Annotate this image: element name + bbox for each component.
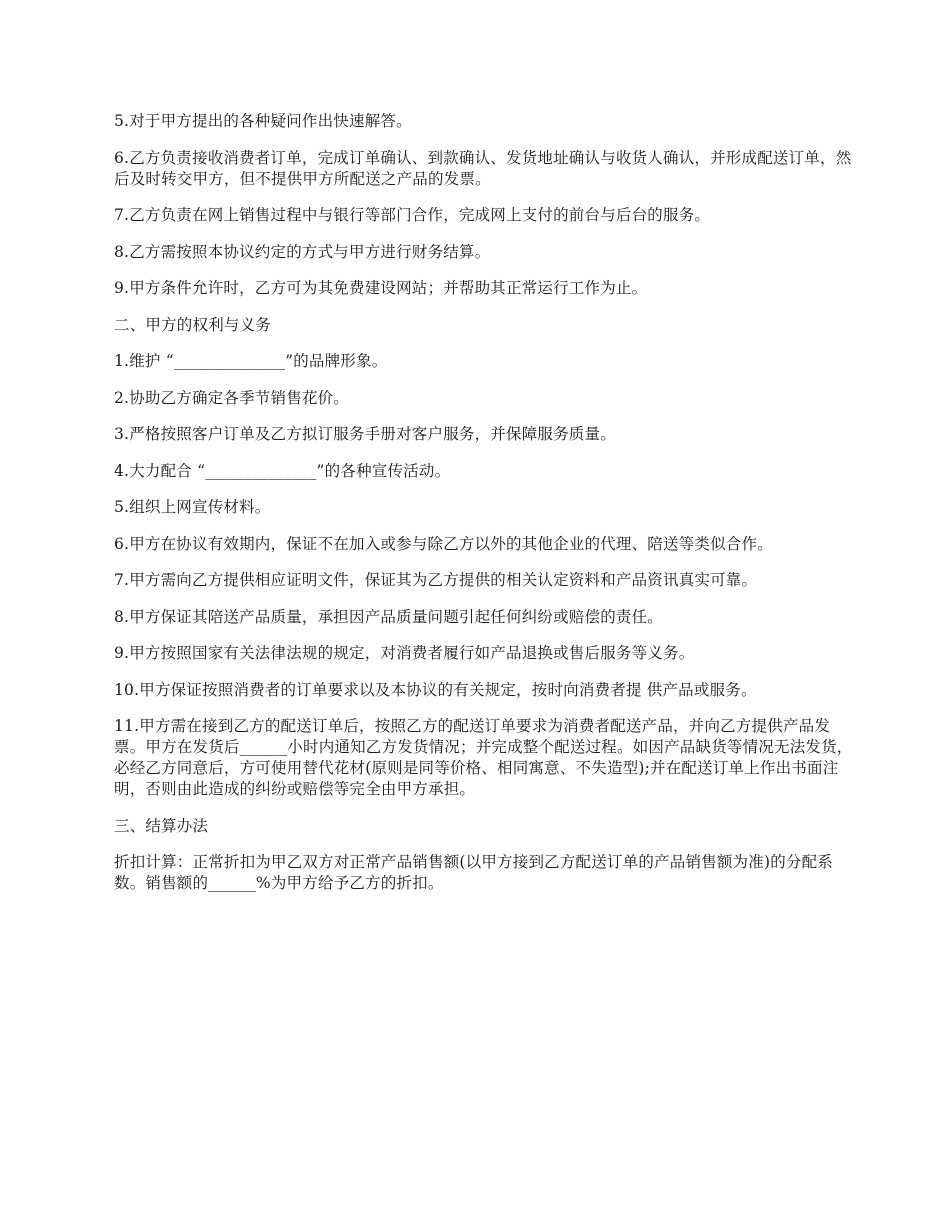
paragraph-item-8: 8.乙方需按照本协议约定的方式与甲方进行财务结算。	[114, 242, 491, 261]
section-heading-settlement: 三、结算办法	[114, 816, 209, 835]
paragraph-item-6: 6.乙方负责接收消费者订单，完成订单确认、到款确认、发货地址确认与收货人确认，并形成配送订单，然后及时转交甲方，但不提供甲方所配送之产品的发票。	[114, 148, 852, 188]
paragraph-item-a4: 4.大力配合 “______________”的各种宣传活动。	[114, 461, 451, 480]
paragraph-item-7: 7.乙方负责在网上销售过程中与银行等部门合作，完成网上支付的前台与后台的服务。	[114, 206, 711, 224]
paragraph-item-a8: 8.甲方保证其陪送产品质量，承担因产品质量问题引起任何纠纷或赔偿的责任。	[114, 607, 663, 626]
paragraph-item-a6: 6.甲方在协议有效期内，保证不在加入或参与除乙方以外的其他企业的代理、陪送等类似合作。	[114, 534, 773, 553]
paragraph-item-5: 5.对于甲方提出的各种疑问作出快速解答。	[114, 112, 412, 130]
document-page	[114, 111, 859, 910]
paragraph-item-a11: 11.甲方需在接到乙方的配送订单后，按照乙方的配送订单要求为消费者配送产品，并向乙方提供产品发票。甲方在发货后______小时内通知乙方发货情况；并完成整个配送过程。如因产品缺货等情况无法发货，必经乙方同意后，方可使用替代花材(原则是同等价格、相同寓意、不失造型);并在配送订单上作出书面注明，否则由此造成的纠纷或赔偿等完全由甲方承担。	[114, 717, 853, 798]
paragraph-item-9: 9.甲方条件允许时，乙方可为其免费建设网站；并帮助其正常运行工作为止。	[114, 279, 648, 297]
paragraph-discount-calculation: 折扣计算：正常折扣为甲乙双方对正常产品销售额(以甲方接到乙方配送订单的产品销售额为准)的分配系数。销售额的______%为甲方给予乙方的折扣。	[114, 853, 833, 892]
paragraph-item-a7: 7.甲方需向乙方提供相应证明文件，保证其为乙方提供的相关认定资料和产品资讯真实可靠。	[114, 571, 758, 589]
paragraph-item-a3: 3.严格按照客户订单及乙方拟订服务手册对客户服务，并保障服务质量。	[114, 425, 616, 443]
paragraph-item-a1: 1.维护 “______________”的品牌形象。	[114, 352, 388, 370]
paragraph-item-a2: 2.协助乙方确定各季节销售花价。	[114, 388, 349, 407]
section-heading-party-a-rights: 二、甲方的权利与义务	[114, 315, 272, 334]
paragraph-item-a10: 10.甲方保证按照消费者的订单要求以及本协议的有关规定，按时向消费者提 供产品或服务。	[114, 680, 757, 699]
paragraph-item-a5: 5.组织上网宣传材料。	[114, 498, 271, 516]
paragraph-item-a9: 9.甲方按照国家有关法律法规的规定，对消费者履行如产品退换或售后服务等义务。	[114, 644, 695, 662]
